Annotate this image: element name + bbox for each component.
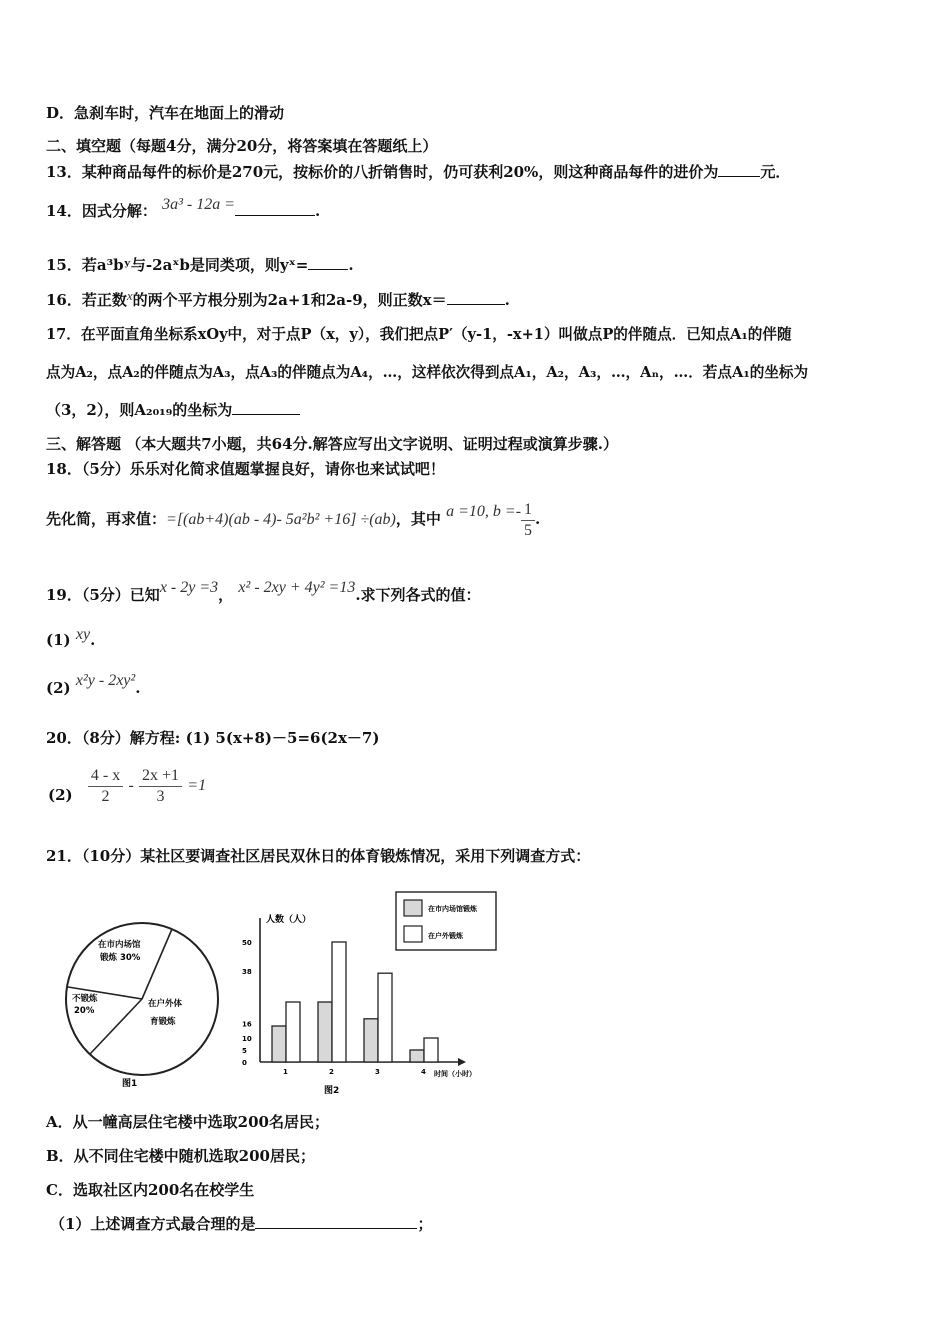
q20-fraction1 bbox=[88, 766, 123, 807]
q20-f1-den: 2 bbox=[101, 787, 110, 805]
question-15 bbox=[46, 255, 354, 275]
q15-answer-blank[interactable] bbox=[308, 255, 348, 270]
q21-option-b: B．从不同住宅楼中随机选取200居民； bbox=[46, 1147, 315, 1165]
y-tick-label-2: 10 bbox=[242, 1035, 252, 1043]
y-tick-label-1: 5 bbox=[242, 1047, 247, 1055]
q14-answer-blank[interactable] bbox=[235, 201, 315, 216]
q21-sub1-text: （1）上述调查方式最合理的是 bbox=[50, 1215, 256, 1233]
x-tick-label-2: 2 bbox=[329, 1068, 334, 1076]
question-16 bbox=[46, 290, 510, 311]
question-18-title: 18．（5分）乐乐对化简求值题掌握良好，请你也来试试吧！ bbox=[46, 460, 445, 478]
pie-label-outdoor-2: 育锻炼 bbox=[150, 1017, 176, 1027]
chart-legend bbox=[396, 892, 496, 950]
option-d: D．急刹车时，汽车在地面上的滑动 bbox=[46, 104, 285, 122]
q14-tail: . bbox=[315, 202, 321, 220]
q20-rhs: =1 bbox=[187, 777, 207, 794]
x-axis-arrow bbox=[458, 1058, 466, 1066]
question-14 bbox=[46, 196, 321, 222]
question-20-title: 20．（8分）解方程: (1) 5(x+8)－5=6(2x－7) bbox=[46, 729, 380, 747]
question-13 bbox=[46, 162, 790, 182]
q15-text: 15．若a³bʸ与-2aˣb是同类项，则yˣ= bbox=[46, 256, 309, 274]
q20-minus: - bbox=[128, 777, 134, 794]
x-tick-label-4: 4 bbox=[421, 1068, 426, 1076]
bar-outdoor-2 bbox=[332, 942, 346, 1062]
q19-p1-label: (1) bbox=[46, 631, 71, 649]
q21-option-c: C．选取社区内200名在校学生 bbox=[46, 1181, 255, 1199]
q21-option-a: A．从一幢高层住宅楼中选取200名居民； bbox=[46, 1113, 329, 1131]
pie-label-indoor-1: 在市内场馆 bbox=[98, 940, 141, 950]
q19-p1-tail: . bbox=[90, 631, 96, 649]
bar-indoor-2 bbox=[318, 1002, 332, 1062]
question-17-line1: 17．在平面直角坐标系xOy中，对于点P（x，y），我们把点P′（y-1，-x+1）叫做点P的伴随点．已知点A₁的伴随 bbox=[46, 326, 792, 343]
legend-swatch-indoor bbox=[404, 900, 422, 916]
q19-p2-expr: x²y - 2xy² bbox=[75, 672, 136, 689]
y-tick-label-4: 38 bbox=[242, 967, 252, 976]
question-17-line3 bbox=[46, 400, 300, 420]
q20-f2-den: 3 bbox=[156, 787, 165, 805]
q14-expression: 3a³ - 12a = bbox=[162, 196, 236, 213]
q19-title: 19．（5分）已知 bbox=[46, 586, 160, 604]
q19-p1-expr: xy bbox=[75, 626, 91, 643]
q13-tail: 元． bbox=[760, 163, 791, 181]
q13-answer-blank[interactable] bbox=[718, 162, 760, 177]
bar-outdoor-4 bbox=[424, 1038, 438, 1062]
q18-mid: ，其中 bbox=[395, 510, 441, 528]
pie-label-none-2: 20% bbox=[74, 1006, 95, 1016]
x-axis-label: 时间（小时） bbox=[434, 1070, 476, 1078]
question-19 bbox=[46, 580, 481, 611]
figure-2-bar-chart bbox=[236, 888, 506, 1098]
pie-label-none-1: 不锻炼 bbox=[72, 994, 98, 1004]
section-2-heading: 二、填空题（每题4分，满分20分，将答案填在答题纸上） bbox=[46, 137, 438, 155]
pie-label-outdoor-1: 在户外体 bbox=[148, 999, 183, 1009]
q16-answer-blank[interactable] bbox=[447, 290, 505, 305]
q18-tail: . bbox=[535, 510, 541, 528]
question-17-line2: 点为A₂，点A₂的伴随点为A₃，点A₃的伴随点为A₄，…，这样依次得到点A₁，A₂，A₃，…，Aₙ，…．若点A₁的坐标为 bbox=[46, 364, 809, 381]
q19-sep: ， bbox=[218, 586, 234, 604]
q16-tail: . bbox=[504, 291, 510, 309]
question-19-part1 bbox=[46, 626, 96, 651]
legend-swatch-outdoor bbox=[404, 926, 422, 942]
pie-label-indoor-2: 锻炼 30% bbox=[100, 953, 141, 963]
q20-f1-num: 4 - x bbox=[88, 766, 123, 787]
q19-eq2: x² - 2xy + 4y² =13 bbox=[238, 579, 356, 596]
q16-variable: x bbox=[126, 288, 133, 303]
question-19-part2 bbox=[46, 672, 141, 699]
q20-f2-num: 2x +1 bbox=[139, 766, 182, 787]
q17-answer-blank[interactable] bbox=[232, 400, 300, 415]
y-tick-label-5: 50 bbox=[242, 939, 252, 947]
question-21-title: 21．（10分）某社区要调查社区居民双休日的体育锻炼情况，采用下列调查方式： bbox=[46, 847, 591, 865]
q15-tail: . bbox=[348, 256, 354, 274]
figure-2-caption: 图2 bbox=[324, 1086, 340, 1096]
bar-indoor-4 bbox=[410, 1050, 424, 1062]
section-3-heading: 三、解答题 （本大题共7小题，共64分.解答应写出文字说明、证明过程或演算步骤.） bbox=[46, 435, 618, 453]
q18-frac-num: 1 bbox=[521, 500, 535, 521]
q17-line3-text: （3，2），则A₂₀₁₉的坐标为 bbox=[46, 401, 233, 419]
legend-label-outdoor: 在户外锻炼 bbox=[428, 932, 463, 940]
x-tick-label-3: 3 bbox=[375, 1068, 380, 1076]
q18-expression: =[(ab+4)(ab - 4)- 5a²b² +16] ÷(ab) bbox=[166, 511, 396, 528]
q19-eq1: x - 2y =3 bbox=[159, 579, 219, 596]
question-20-part2 bbox=[48, 762, 206, 809]
q18-fraction bbox=[521, 500, 535, 541]
q21-subquestion-1 bbox=[50, 1214, 432, 1234]
bar-indoor-1 bbox=[272, 1026, 286, 1062]
bar-outdoor-1 bbox=[286, 1002, 300, 1062]
y-axis-label: 人数（人） bbox=[266, 915, 312, 925]
q21-sub1-answer-blank[interactable] bbox=[255, 1214, 417, 1229]
q20-fraction2 bbox=[139, 766, 182, 807]
figure-1-pie-chart bbox=[60, 914, 230, 1094]
legend-label-indoor: 在市内场馆锻炼 bbox=[428, 905, 477, 913]
x-tick-label-1: 1 bbox=[283, 1068, 288, 1076]
q20-p2-label: (2) bbox=[48, 786, 73, 804]
q19-tail: .求下列各式的值： bbox=[355, 586, 481, 604]
q14-text: 14．因式分解： bbox=[46, 202, 157, 220]
y-tick-label-3: 16 bbox=[242, 1020, 252, 1029]
q19-p2-label: (2) bbox=[46, 679, 71, 697]
q21-sub1-tail: ； bbox=[417, 1215, 433, 1233]
q16-text: 16．若正数 bbox=[46, 291, 127, 309]
y-tick-label-0: 0 bbox=[242, 1059, 247, 1067]
q18-frac-den: 5 bbox=[524, 521, 533, 539]
q19-p2-tail: . bbox=[135, 679, 141, 697]
q13-text: 13．某种商品每件的标价是270元，按标价的八折销售时，仍可获利20%，则这种商品每件的进价为 bbox=[46, 163, 719, 181]
q18-condition: a =10, b =- bbox=[446, 503, 522, 520]
question-18-body bbox=[46, 499, 540, 541]
bar-indoor-3 bbox=[364, 1019, 378, 1062]
figure-1-caption: 图1 bbox=[122, 1079, 138, 1089]
bars-layer bbox=[242, 939, 438, 1076]
bar-outdoor-3 bbox=[378, 973, 392, 1062]
q18-prefix: 先化简，再求值： bbox=[46, 510, 167, 528]
q16-text2: 的两个平方根分别为2a+1和2a-9，则正数x＝ bbox=[132, 291, 447, 309]
